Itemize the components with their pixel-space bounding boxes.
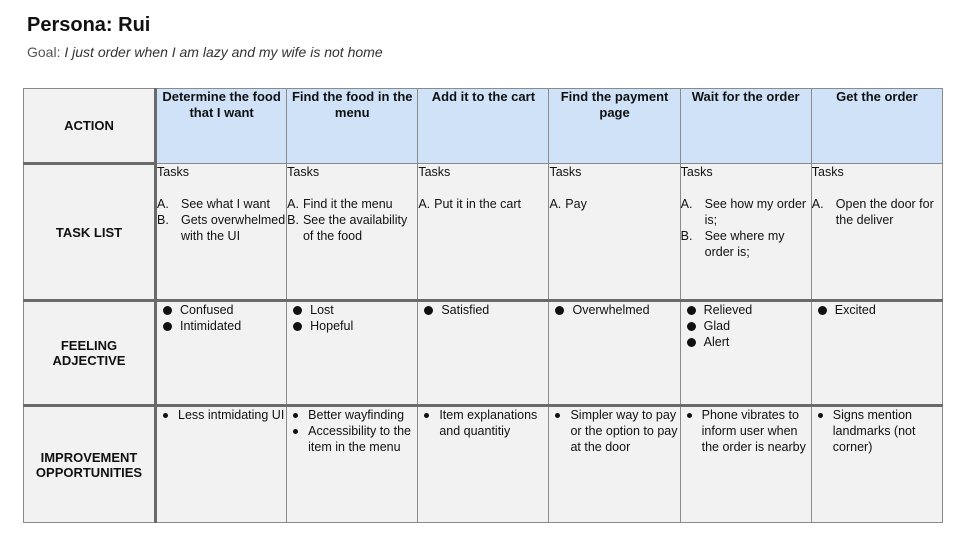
feeling-item: Relieved [687,302,811,318]
stage-header: Add it to the cart [418,89,549,164]
persona-goal [27,44,383,60]
bullet-icon [293,306,302,315]
task-item: A. See how my order is; [680,197,807,227]
bullet-icon [818,306,827,315]
improvement-cell [287,406,418,523]
feeling-item: Intimidated [163,318,286,334]
improvement-cell [418,406,549,523]
page-title: Persona: Rui [27,14,151,36]
tasks-heading: Tasks [811,165,844,179]
task-cell [549,164,680,301]
improvement-cell [811,406,942,523]
stage-header: Wait for the order [680,89,811,164]
task-list-row [24,164,943,301]
bullet-icon [555,413,560,418]
improvement-item: Item explanations and quantitiy [424,407,548,439]
task-item: A. See what I want [157,197,270,211]
improvement-item: Phone vibrates to inform user when the order is nearby [687,407,811,455]
feeling-item: Overwhelmed [555,302,679,318]
task-item: A. Put it in the cart [418,197,521,211]
goal-label: Goal: [27,44,65,60]
improvement-item: Simpler way to pay or the option to pay at the door [555,407,679,455]
bullet-icon [293,429,298,434]
feeling-row [24,301,943,406]
task-cell [156,164,287,301]
journey-map-table [23,88,943,523]
feeling-cell [418,301,549,406]
improvement-item: Accessibility to the item in the menu [293,423,417,455]
tasks-heading: Tasks [680,165,713,179]
tasks-heading: Tasks [418,165,451,179]
feeling-item: Glad [687,318,811,334]
improvement-item: Better wayfinding [293,407,417,423]
bullet-icon [687,322,696,331]
improvement-row [24,406,943,523]
bullet-icon [424,413,429,418]
bullet-icon [818,413,823,418]
tasks-heading: Tasks [549,165,582,179]
bullet-icon [163,322,172,331]
task-item: B. See the availability of the food [287,213,408,243]
row-label-action: ACTION [24,89,156,164]
stage-header: Find the payment page [549,89,680,164]
feeling-item: Lost [293,302,417,318]
task-item: B. See where my order is; [680,229,785,259]
feeling-cell [680,301,811,406]
improvement-item: Less intmidating UI [163,407,286,423]
task-cell [811,164,942,301]
tasks-heading: Tasks [287,165,320,179]
bullet-icon [293,322,302,331]
bullet-icon [163,306,172,315]
feeling-cell [156,301,287,406]
tasks-heading: Tasks [157,165,189,179]
bullet-icon [555,306,564,315]
stage-header: Determine the food that I want [156,89,287,164]
improvement-cell [156,406,287,523]
bullet-icon [163,413,168,418]
task-cell [287,164,418,301]
feeling-item: Alert [687,334,811,350]
improvement-cell [680,406,811,523]
feeling-item: Excited [818,302,942,318]
bullet-icon [687,413,692,418]
row-label-feeling: FEELING ADJECTIVE [24,301,156,406]
feeling-item: Confused [163,302,286,318]
feeling-item: Satisfied [424,302,548,318]
row-label-task-list: TASK LIST [24,164,156,301]
goal-text: I just order when I am lazy and my wife is not home [64,44,383,60]
stage-header: Get the order [811,89,942,164]
bullet-icon [424,306,433,315]
improvement-cell [549,406,680,523]
stage-header: Find the food in the menu [287,89,418,164]
feeling-item: Hopeful [293,318,417,334]
task-item: A. Open the door for the deliver [811,197,934,227]
feeling-cell [287,301,418,406]
feeling-cell [811,301,942,406]
improvement-item: Signs mention landmarks (not corner) [818,407,942,455]
action-row [24,89,943,164]
bullet-icon [687,338,696,347]
task-cell [418,164,549,301]
task-item: A. Pay [549,197,587,211]
bullet-icon [687,306,696,315]
feeling-cell [549,301,680,406]
task-item: B. Gets overwhelmed with the UI [157,213,286,243]
task-cell [680,164,811,301]
task-item: A. Find it the menu [287,197,393,211]
row-label-improvement: IMPROVEMENT OPPORTUNITIES [24,406,156,523]
bullet-icon [293,413,298,418]
